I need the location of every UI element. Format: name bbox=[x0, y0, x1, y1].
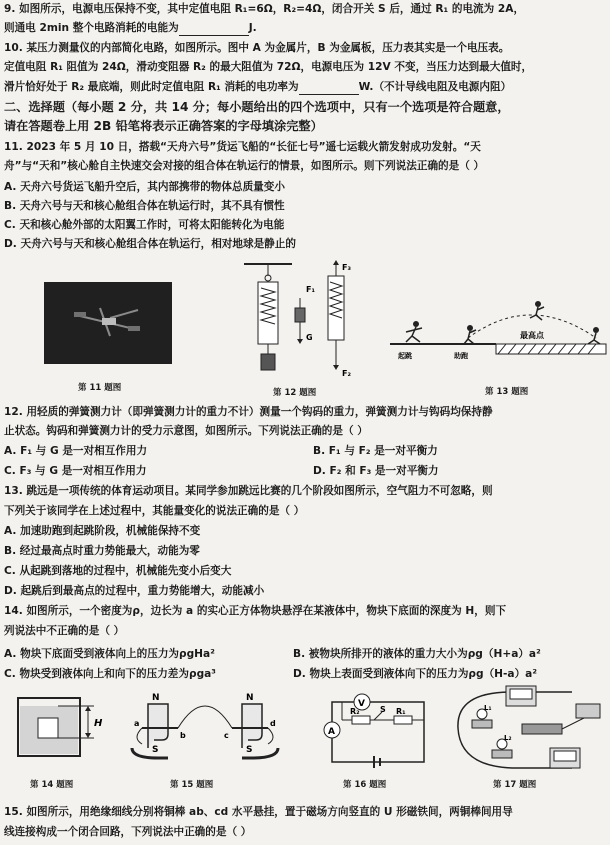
q13-option-d[interactable]: D. 起跳后到最高点的过程中，重力势能增大，动能减小 bbox=[4, 585, 265, 597]
figure-12-caption: 第 12 题图 bbox=[273, 388, 317, 398]
q9-stem: 则通电 2min 整个电路消耗的电能为 bbox=[4, 22, 179, 34]
q12-option-b[interactable]: B. F₁ 与 F₂ 是一对平衡力 bbox=[313, 445, 438, 457]
label-switch: S bbox=[380, 705, 386, 714]
q14-option-a[interactable]: A. 物块下底面受到液体向上的压力为ρgHa² bbox=[4, 648, 215, 660]
label-b: b bbox=[180, 731, 186, 740]
q12-option-c[interactable]: C. F₃ 与 G 是一对相互作用力 bbox=[4, 465, 147, 477]
label-g: G bbox=[306, 333, 313, 342]
q11-line1: 11. 2023 年 5 月 10 日，搭载“天舟六号”货运飞船的“长征七号”遥七运载火箭发射成功发射。“天 bbox=[4, 141, 481, 153]
figure-14-caption: 第 14 题图 bbox=[30, 780, 74, 790]
label-n-left: N bbox=[152, 693, 160, 703]
figure-12-spring-scales bbox=[244, 258, 364, 380]
q14-option-d[interactable]: D. 物块上表面受到液体向下的压力为ρg（H-a）a² bbox=[293, 668, 537, 680]
label-f3: F₃ bbox=[342, 263, 351, 272]
long-jump-diagram bbox=[390, 298, 608, 376]
spring-scale-diagram bbox=[244, 258, 364, 380]
q10-line3 bbox=[4, 80, 606, 95]
figure-14-beaker bbox=[12, 692, 112, 762]
label-r1: R₁ bbox=[396, 707, 406, 716]
apparatus-diagram bbox=[452, 684, 604, 774]
figure-15-caption: 第 15 题图 bbox=[170, 780, 214, 790]
q11-option-c[interactable]: C. 天和核心舱外部的太阳翼工作时，可将太阳能转化为电能 bbox=[4, 219, 285, 231]
q10-line1: 10. 某压力测量仪的内部简化电路，如图所示。图中 A 为金属片，B 为金属板，压力表其实是一个电压表。 bbox=[4, 42, 510, 54]
figure-13-long-jump bbox=[390, 298, 608, 376]
q14-line1: 14. 如图所示，一个密度为ρ，边长为 a 的实心正方体物块悬浮在某液体中，物块下底面的深度为 H，则下 bbox=[4, 605, 507, 617]
label-n-right: N bbox=[246, 693, 254, 703]
label-l1: L₁ bbox=[484, 704, 492, 712]
label-voltmeter: V bbox=[358, 699, 365, 709]
label-h: H bbox=[94, 718, 103, 729]
q10-stem: 滑片恰好处于 R₂ 最底端，则此时定值电阻 R₁ 消耗的电功率为 bbox=[4, 81, 299, 93]
q11-option-d[interactable]: D. 天舟六号与天和核心舱组合体在轨运行，相对地球是静止的 bbox=[4, 238, 296, 250]
q12-option-d[interactable]: D. F₂ 和 F₃ 是一对平衡力 bbox=[313, 465, 439, 477]
figure-17-caption: 第 17 题图 bbox=[493, 780, 537, 790]
q12-line2: 止状态。钩码和弹簧测力计的受力示意图，如图所示。下列说法正确的是（ ） bbox=[4, 425, 368, 437]
label-c: c bbox=[224, 731, 229, 740]
q14-option-b[interactable]: B. 被物块所排开的液体的重力大小为ρg（H+a）a² bbox=[293, 648, 541, 660]
q10-note: W.（不计导线电阻及电源内阻） bbox=[358, 81, 512, 93]
q13-line1: 13. 跳远是一项传统的体育运动项目。某同学参加跳远比赛的几个阶段如图所示，空气阻力不可忽略，则 bbox=[4, 485, 493, 497]
q9-line1: 9. 如图所示，电源电压保持不变，其中定值电阻 R₁=6Ω，R₂=4Ω，闭合开关 S 后，通过 R₁ 的电流为 2A， bbox=[4, 3, 525, 15]
beaker-diagram bbox=[12, 692, 112, 762]
label-r2: R₂ bbox=[350, 707, 360, 716]
label-f1: F₁ bbox=[306, 285, 315, 294]
q11-line2: 舟”与“天和”核心舱自主快速交会对接的组合体在轨运行的情景，如图所示。则下列说法正确的是（ ） bbox=[4, 160, 485, 172]
figure-11-photo bbox=[44, 282, 172, 364]
q14-line2: 列说法中不正确的是（ ） bbox=[4, 625, 125, 637]
section2-heading: 二、选择题（每小题 2 分，共 14 分；每小题给出的四个选项中，只有一个选项是符合题意， bbox=[4, 100, 510, 114]
q9-line2 bbox=[4, 21, 606, 36]
q15-line1: 15. 如图所示，用绝缘细线分别将铜棒 ab、cd 水平悬挂，置于磁场方向竖直的 U 形磁铁间，两铜棒间用导 bbox=[4, 806, 513, 818]
q9-answer-blank[interactable] bbox=[179, 21, 249, 36]
figure-16-caption: 第 16 题图 bbox=[343, 780, 387, 790]
section2-instructions: 请在答题卷上用 2B 铅笔将表示正确答案的字母填涂完整） bbox=[4, 119, 323, 133]
label-start: 起跳 bbox=[398, 352, 412, 360]
magnet-rods-diagram bbox=[128, 688, 282, 768]
q15-line2: 线连接构成一个闭合回路，下列说法中正确的是（ ） bbox=[4, 826, 252, 838]
space-station-image bbox=[44, 282, 172, 364]
q12-line1: 12. 用轻质的弹簧测力计（即弹簧测力计的重力不计）测量一个钩码的重力，弹簧测力计与钩码均保持静 bbox=[4, 406, 493, 418]
figure-16-circuit bbox=[318, 688, 434, 768]
label-d: d bbox=[270, 719, 276, 728]
label-s-right: S bbox=[246, 745, 253, 755]
label-top: 最高点 bbox=[520, 331, 544, 340]
figure-17-apparatus bbox=[452, 684, 604, 774]
q9-unit: J. bbox=[248, 22, 257, 34]
figure-11-caption: 第 11 题图 bbox=[78, 383, 122, 393]
q12-option-a[interactable]: A. F₁ 与 G 是一对相互作用力 bbox=[4, 445, 148, 457]
q13-option-c[interactable]: C. 从起跳到落地的过程中，机械能先变小后变大 bbox=[4, 565, 232, 577]
label-ammeter: A bbox=[328, 727, 335, 737]
q13-option-a[interactable]: A. 加速助跑到起跳阶段，机械能保持不变 bbox=[4, 525, 201, 537]
label-f2: F₂ bbox=[342, 369, 351, 378]
label-s-left: S bbox=[152, 745, 159, 755]
q10-line2: 定值电阻 R₁ 阻值为 24Ω，滑动变阻器 R₂ 的最大阻值为 72Ω，电源电压为 12V 不变，当压力达到最大值时， bbox=[4, 61, 533, 73]
figure-13-caption: 第 13 题图 bbox=[485, 387, 529, 397]
q10-answer-blank[interactable] bbox=[299, 80, 359, 95]
q11-option-a[interactable]: A. 天舟六号货运飞船升空后，其内部携带的物体总质量变小 bbox=[4, 181, 285, 193]
q13-line2: 下列关于该同学在上述过程中，其能量变化的说法正确的是（ ） bbox=[4, 505, 305, 517]
figure-15-magnets bbox=[128, 688, 282, 768]
label-run: 助跑 bbox=[454, 352, 468, 360]
circuit-diagram bbox=[318, 688, 434, 768]
q14-option-c[interactable]: C. 物块受到液体向上和向下的压力差为ρga³ bbox=[4, 668, 216, 680]
label-l2: L₂ bbox=[504, 734, 512, 742]
q11-option-b[interactable]: B. 天舟六号与天和核心舱组合体在轨运行时，其不具有惯性 bbox=[4, 200, 285, 212]
label-a: a bbox=[134, 719, 140, 728]
q13-option-b[interactable]: B. 经过最高点时重力势能最大，动能为零 bbox=[4, 545, 200, 557]
